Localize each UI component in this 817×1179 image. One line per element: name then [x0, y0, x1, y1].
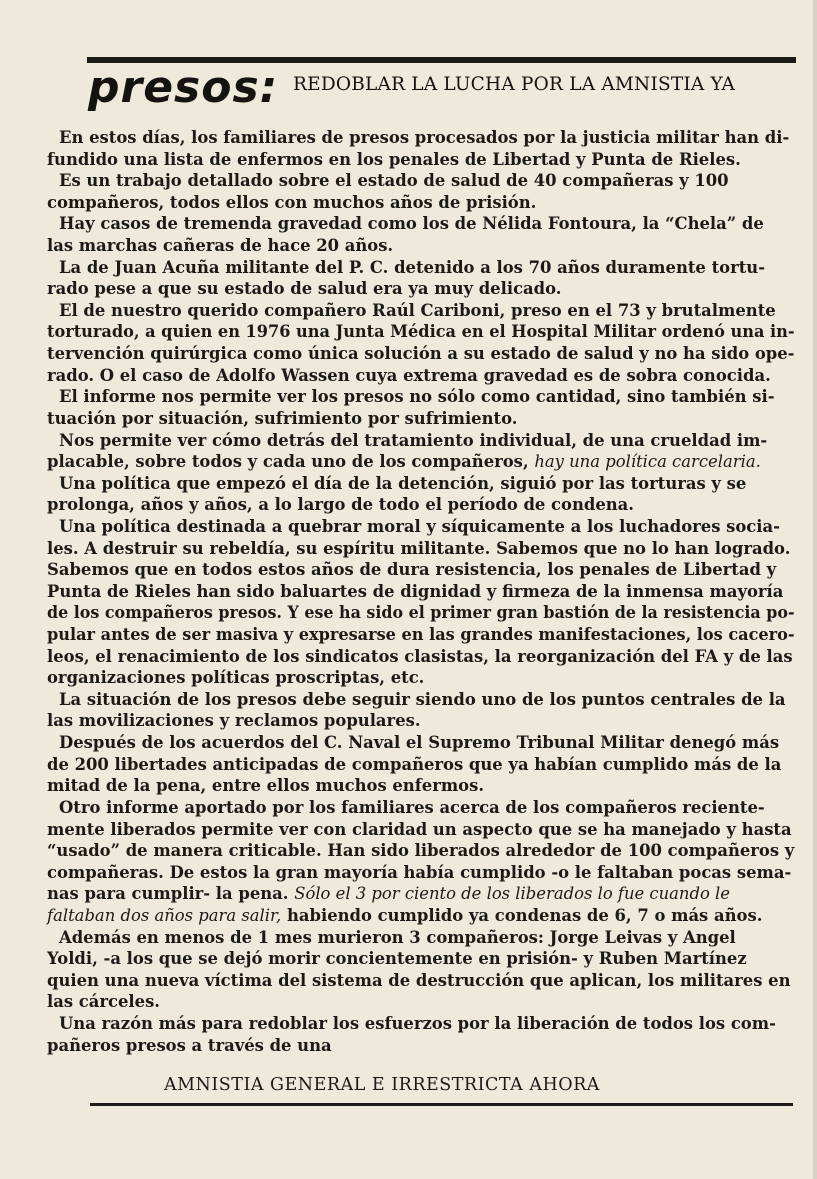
- text-line: [47, 451, 795, 473]
- text-line: [47, 667, 795, 689]
- text-line-content: las cárceles.: [47, 992, 161, 1012]
- text-line-content: Hay casos de tremenda gravedad como los de Nélida Fontoura, la “Chela” de: [59, 214, 764, 234]
- text-line-content: Una razón más para redoblar los esfuerzos por la liberación de todos los com-: [59, 1013, 776, 1033]
- text-line-content: “usado” de manera criticable. Han sido liberados alrededor de 100 compañeros y: [47, 841, 795, 861]
- closing-slogan: AMNISTIA GENERAL E IRRESTRICTA AHORA: [164, 1075, 600, 1095]
- text-line-content: tervención quirúrgica como única solución a su estado de salud y no ha sido ope-: [47, 344, 795, 364]
- text-line: [47, 581, 795, 603]
- text-line: [47, 646, 795, 668]
- text-line: [47, 1013, 795, 1035]
- page-edge: [813, 0, 817, 1179]
- text-line: [47, 602, 795, 624]
- text-line: [47, 430, 795, 452]
- text-line: [47, 862, 795, 884]
- text-line-content: placable, sobre todos y cada uno de los compañeros,: [47, 452, 535, 472]
- text-line: [47, 516, 795, 538]
- text-line-content: El de nuestro querido compañero Raúl Cariboni, preso en el 73 y brutalmente: [59, 300, 776, 320]
- text-line-content: prolonga, años y años, a lo largo de todo el período de condena.: [47, 495, 635, 515]
- text-line-content: tuación por situación, sufrimiento por sufrimiento.: [47, 408, 518, 428]
- text-line-content: organizaciones políticas proscriptas, etc.: [47, 668, 425, 688]
- text-line: [47, 797, 795, 819]
- text-line-content: de 200 libertades anticipadas de compañeros que ya habían cumplido más de la: [47, 754, 782, 774]
- text-line-content: Además en menos de 1 mes murieron 3 compañeros: Jorge Leivas y Angel: [59, 927, 736, 947]
- text-line: [47, 927, 795, 949]
- text-line: [47, 710, 795, 732]
- text-line-content: Punta de Rieles han sido baluartes de dignidad y firmeza de la inmensa mayoría: [47, 581, 784, 601]
- text-line: [47, 1035, 795, 1057]
- text-line: [47, 408, 795, 430]
- text-line-content: mitad de la pena, entre ellos muchos enfermos.: [47, 776, 485, 796]
- text-line-content: de los compañeros presos. Y ese ha sido el primer gran bastión de la resistencia po-: [47, 603, 795, 623]
- text-line-content: pular antes de ser masiva y expresarse en las grandes manifestaciones, los cacero-: [47, 625, 795, 645]
- bottom-rule: [90, 1103, 793, 1106]
- text-line-content: El informe nos permite ver los presos no sólo como cantidad, sino también si-: [59, 387, 775, 407]
- text-line-content: Después de los acuerdos del C. Naval el Supremo Tribunal Militar denegó más: [59, 733, 780, 753]
- text-line-content: Una política destinada a quebrar moral y síquicamente a los luchadores socia-: [59, 516, 780, 536]
- text-line: [47, 970, 795, 992]
- text-line-content: La de Juan Acuña militante del P. C. detenido a los 70 años duramente tortu-: [59, 257, 765, 277]
- text-line: [47, 624, 795, 646]
- text-line: [47, 473, 795, 495]
- text-line-content: En estos días, los familiares de presos procesados por la justicia militar han di-: [59, 128, 790, 147]
- text-line: [47, 689, 795, 711]
- article-title: presos:: [88, 62, 279, 113]
- text-line-content: las movilizaciones y reclamos populares.: [47, 711, 421, 731]
- text-line-content: mente liberados permite ver con claridad un aspecto que se ha manejado y hasta: [47, 819, 792, 839]
- text-line: [47, 948, 795, 970]
- text-line: [47, 149, 795, 171]
- text-line-content: pañeros presos a través de una: [47, 1035, 332, 1055]
- text-line: [47, 732, 795, 754]
- text-line-content: Una política que empezó el día de la detención, siguió por las torturas y se: [59, 473, 747, 493]
- text-line-after: habiendo cumplido ya condenas de 6, 7 o más años.: [281, 905, 763, 925]
- text-line: [47, 192, 795, 214]
- text-line-content: rado pese a que su estado de salud era ya muy delicado.: [47, 279, 562, 299]
- article-header: [88, 62, 796, 114]
- article-subtitle: REDOBLAR LA LUCHA POR LA AMNISTIA YA: [293, 74, 736, 95]
- text-line-content: Otro informe aportado por los familiares acerca de los compañeros reciente-: [59, 797, 765, 817]
- text-line: [47, 883, 795, 905]
- text-line-content: compañeros, todos ellos con muchos años de prisión.: [47, 192, 537, 212]
- text-line: [47, 321, 795, 343]
- text-line-content: torturado, a quien en 1976 una Junta Médica en el Hospital Militar ordenó una in-: [47, 322, 795, 342]
- text-line: [47, 257, 795, 279]
- text-line: [47, 991, 795, 1013]
- text-line-italic: Sólo el 3 por ciento de los liberados lo fue cuando le: [294, 884, 731, 904]
- text-line: [47, 365, 795, 387]
- text-line: [47, 840, 795, 862]
- text-line: [47, 494, 795, 516]
- text-line-content: fundido una lista de enfermos en los penales de Libertad y Punta de Rieles.: [47, 149, 741, 169]
- text-line: [47, 819, 795, 841]
- text-line-italic: hay una política carcelaria.: [534, 452, 761, 472]
- text-line-content: La situación de los presos debe seguir siendo uno de los puntos centrales de la: [59, 689, 786, 709]
- text-line-italic: faltaban dos años para salir,: [47, 905, 282, 925]
- text-line-content: leos, el renacimiento de los sindicatos clasistas, la reorganización del FA y de las: [47, 646, 793, 666]
- text-line-content: Yoldi, -a los que se dejó morir concientemente en prisión- y Ruben Martínez: [47, 949, 747, 969]
- text-line: [47, 127, 795, 149]
- text-line-content: rado. O el caso de Adolfo Wassen cuya extrema gravedad es de sobra conocida.: [47, 365, 771, 385]
- text-line-content: Sabemos que en todos estos años de dura resistencia, los penales de Libertad y: [47, 560, 777, 580]
- text-line-content: compañeras. De estos la gran mayoría había cumplido -o le faltaban pocas sema-: [47, 862, 792, 882]
- text-line-content: Nos permite ver cómo detrás del tratamiento individual, de una crueldad im-: [59, 430, 768, 450]
- text-line: [47, 775, 795, 797]
- text-line-content: les. A destruir su rebeldía, su espíritu militante. Sabemos que no lo han logrado.: [47, 538, 791, 558]
- text-line: [47, 754, 795, 776]
- text-line: [47, 278, 795, 300]
- text-line: [47, 538, 795, 560]
- text-line-content: Es un trabajo detallado sobre el estado de salud de 40 compañeras y 100: [59, 171, 729, 191]
- text-line-content: las marchas cañeras de hace 20 años.: [47, 236, 394, 256]
- text-line-content: quien una nueva víctima del sistema de destrucción que aplican, los militares en: [47, 970, 791, 990]
- text-line: [47, 213, 795, 235]
- text-line: [47, 343, 795, 365]
- article-body: [47, 127, 795, 1056]
- text-line: [47, 386, 795, 408]
- text-line: [47, 559, 795, 581]
- text-line: [47, 235, 795, 257]
- text-line: [47, 905, 795, 927]
- text-line: [47, 170, 795, 192]
- text-line: [47, 300, 795, 322]
- text-line-content: nas para cumplir- la pena.: [47, 884, 295, 904]
